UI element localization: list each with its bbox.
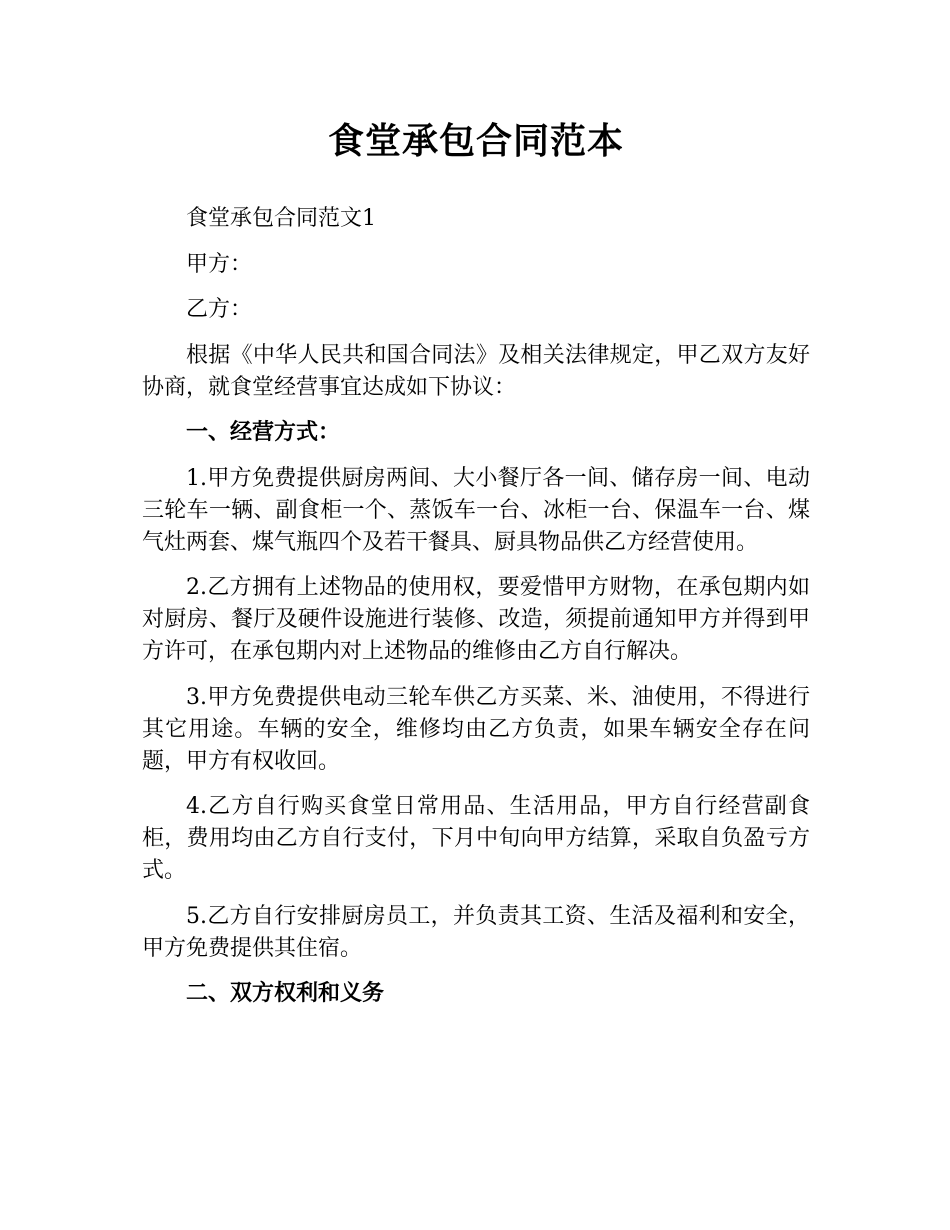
clause-5: 5.乙方自行安排厨房员工，并负责其工资、生活及福利和安全，甲方免费提供其住宿。 bbox=[142, 903, 810, 961]
clause-2: 2.乙方拥有上述物品的使用权，要爱惜甲方财物，在承包期内如对厨房、餐厅及硬件设施进行装修、改造，须提前通知甲方并得到甲方许可，在承包期内对上述物品的维修由乙方自行解决。 bbox=[142, 575, 810, 664]
document-title: 食堂承包合同范本 bbox=[327, 121, 624, 162]
clause-1: 1.甲方免费提供厨房两间、大小餐厅各一间、储存房一间、电动三轮车一辆、副食柜一个、蒸饭车一台、冰柜一台、保温车一台、煤气灶两套、煤气瓶四个及若干餐具、厨具物品供乙方经营使用。 bbox=[142, 465, 810, 555]
paragraph-subtitle: 食堂承包合同范文1 bbox=[186, 206, 376, 231]
paragraph-party-b: 乙方： bbox=[186, 297, 253, 322]
section-heading-rights: 二、双方权利和义务 bbox=[186, 981, 385, 1006]
clause-3: 3.甲方免费提供电动三轮车供乙方买菜、米、油使用，不得进行其它用途。车辆的安全，维修均由乙方负责，如果车辆安全存在问题，甲方有权收回。 bbox=[142, 684, 810, 774]
clause-4: 4.乙方自行购买食堂日常用品、生活用品，甲方自行经营副食柜，费用均由乙方自行支付，下月中旬向甲方结算，采取自负盈亏方式。 bbox=[142, 794, 810, 883]
section-heading-operation: 一、经营方式： bbox=[186, 420, 341, 445]
document-body bbox=[142, 203, 810, 1024]
paragraph-preamble: 根据《中华人民共和国合同法》及相关法律规定，甲乙双方友好协商，就食堂经营事宜达成如下协议： bbox=[142, 342, 810, 400]
paragraph-party-a: 甲方： bbox=[186, 251, 253, 277]
